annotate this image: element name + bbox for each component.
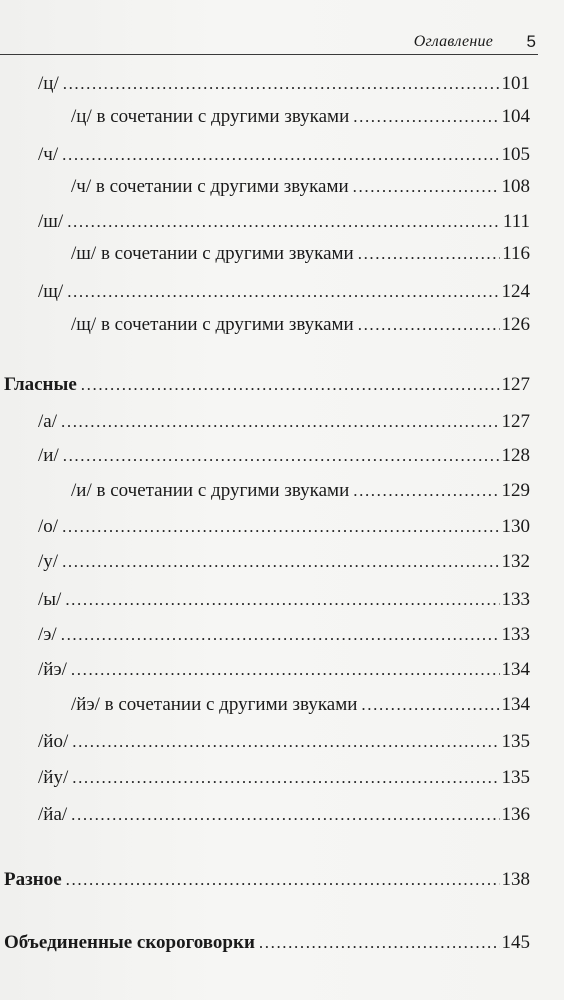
toc-entry-page: 128 — [501, 445, 530, 466]
toc-entry-label: /йэ/ — [38, 659, 67, 680]
toc-entry-page: 136 — [501, 804, 530, 825]
toc-entry-page: 134 — [501, 694, 530, 715]
toc-dot-leader — [65, 586, 499, 614]
toc-entry — [38, 141, 530, 169]
toc-dot-leader — [72, 764, 499, 792]
toc-entry — [38, 764, 530, 792]
toc-entry — [38, 513, 530, 541]
toc-entry-label: /а/ — [38, 411, 57, 432]
toc-entry — [38, 621, 530, 649]
toc-entry-label: /йэ/ в сочетании с другими звуками — [71, 694, 358, 715]
toc-dot-leader — [66, 866, 500, 894]
toc-dot-leader — [63, 70, 500, 98]
toc-entry — [38, 408, 530, 436]
toc-dot-leader — [353, 173, 500, 201]
toc-dot-leader — [62, 548, 499, 576]
toc-entry-page: 116 — [502, 243, 530, 264]
toc-entry — [71, 240, 530, 268]
toc-entry-label: /у/ — [38, 551, 59, 572]
toc-entry — [38, 442, 530, 470]
toc-entry — [38, 656, 530, 684]
toc-section-label: Гласные — [4, 374, 77, 395]
page-number: 5 — [526, 32, 536, 51]
toc-dot-leader — [358, 311, 500, 339]
toc-entry — [38, 278, 530, 306]
toc-entry-label: /йу/ — [38, 767, 69, 788]
toc-dot-leader — [62, 141, 499, 169]
toc-entry-page: 135 — [501, 767, 530, 788]
toc-entry-page: 101 — [501, 73, 530, 94]
toc-entry-label: /ы/ — [38, 589, 62, 610]
toc-entry-page: 126 — [501, 314, 530, 335]
toc-entry-label: /щ/ — [38, 281, 64, 302]
toc-entry-label: /о/ — [38, 516, 59, 537]
toc-dot-leader — [71, 801, 499, 829]
toc-dot-leader — [62, 513, 499, 541]
toc-entry — [38, 70, 530, 98]
toc-entry-label: /ш/ в сочетании с другими звуками — [71, 243, 354, 264]
toc-dot-leader — [63, 442, 500, 470]
toc-entry — [38, 586, 530, 614]
toc-entry-label: /ц/ — [38, 73, 59, 94]
toc-entry-page: 130 — [501, 516, 530, 537]
toc-entry-page: 124 — [501, 281, 530, 302]
toc-entry-page: 132 — [501, 551, 530, 572]
toc-section-heading — [4, 866, 530, 894]
toc-entry-page: 138 — [501, 869, 530, 890]
toc-dot-leader — [353, 477, 499, 505]
toc-entry-label: /щ/ в сочетании с другими звуками — [71, 314, 354, 335]
toc-entry — [71, 173, 530, 201]
toc-entry-label: /ч/ — [38, 144, 59, 165]
toc-entry — [38, 728, 530, 756]
toc-entry — [38, 801, 530, 829]
toc-section-heading — [4, 929, 530, 957]
toc-dot-leader — [67, 208, 501, 236]
toc-section-label: Разное — [4, 869, 62, 890]
toc-entry-page: 127 — [501, 411, 530, 432]
toc-dot-leader — [358, 240, 500, 268]
toc-entry-page: 133 — [501, 624, 530, 645]
toc-entry-page: 105 — [501, 144, 530, 165]
toc-entry — [71, 103, 530, 131]
toc-entry — [71, 691, 530, 719]
toc-dot-leader — [61, 621, 500, 649]
toc-dot-leader — [72, 728, 499, 756]
toc-dot-leader — [61, 408, 500, 436]
toc-dot-leader — [353, 103, 499, 131]
toc-entry-label: /э/ — [38, 624, 57, 645]
toc-entry-label: /ц/ в сочетании с другими звуками — [71, 106, 350, 127]
toc-entry-page: 127 — [501, 374, 530, 395]
toc-entry — [71, 311, 530, 339]
toc-entry — [71, 477, 530, 505]
toc-entry — [38, 208, 530, 236]
toc-dot-leader — [71, 656, 500, 684]
toc-entry-label: /и/ в сочетании с другими звуками — [71, 480, 350, 501]
toc-entry — [38, 548, 530, 576]
toc-entry-label: /йа/ — [38, 804, 68, 825]
toc-entry-page: 108 — [501, 176, 530, 197]
toc-dot-leader — [361, 691, 499, 719]
toc-entry-page: 104 — [501, 106, 530, 127]
toc-entry-page: 135 — [501, 731, 530, 752]
toc-dot-leader — [67, 278, 499, 306]
toc-dot-leader — [81, 371, 500, 399]
toc-entry-label: /ш/ — [38, 211, 64, 232]
toc-entry-page: 111 — [502, 211, 530, 232]
toc-entry-label: /и/ — [38, 445, 59, 466]
toc-entry-page: 134 — [501, 659, 530, 680]
toc-section-heading — [4, 371, 530, 399]
toc-entry-label: /ч/ в сочетании с другими звуками — [71, 176, 349, 197]
running-header-title: Оглавление — [413, 33, 493, 50]
toc-entry-page: 145 — [501, 932, 530, 953]
toc-entry-label: /йо/ — [38, 731, 69, 752]
toc-entry-page: 133 — [501, 589, 530, 610]
toc-dot-leader — [259, 929, 500, 957]
toc-section-label: Объединенные скороговорки — [4, 932, 255, 953]
toc-entry-page: 129 — [501, 480, 530, 501]
